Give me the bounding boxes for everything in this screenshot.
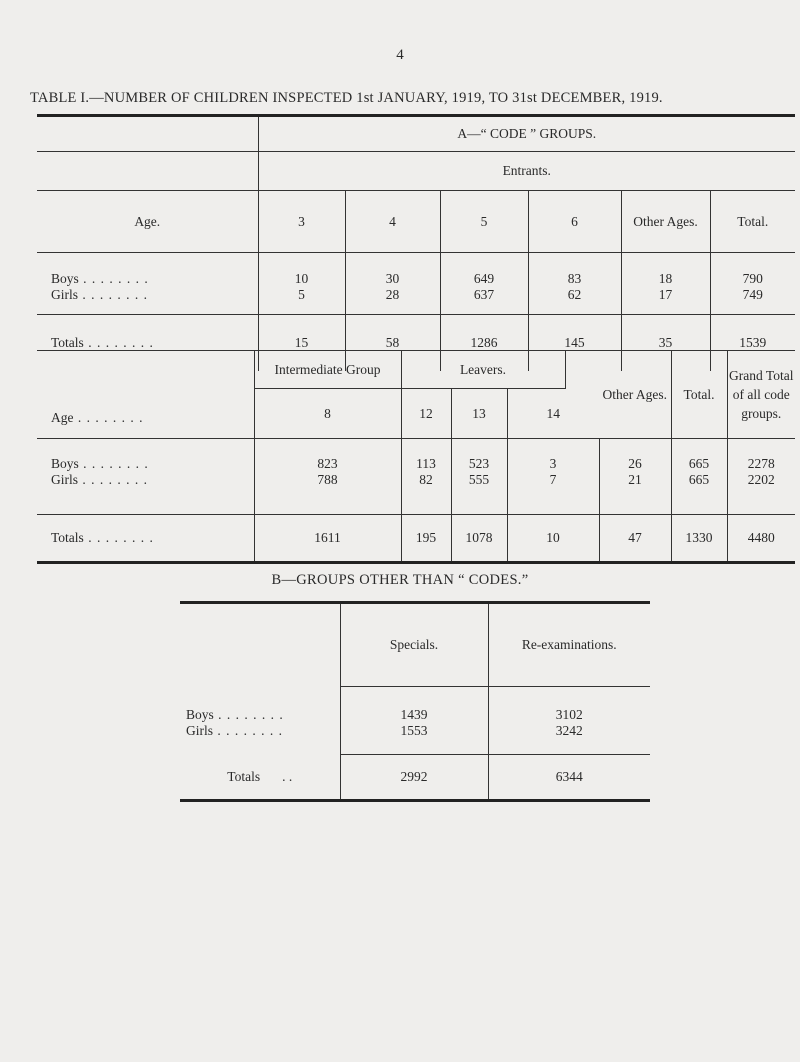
cell: 5 xyxy=(258,287,345,315)
cell: 83 xyxy=(528,253,621,287)
cell: 788 xyxy=(254,472,401,515)
cell: 823 xyxy=(254,439,401,472)
col-header: 4 xyxy=(345,191,440,253)
col-header: Total. xyxy=(710,191,795,253)
grand-total-label: Grand Total of all code groups. xyxy=(727,351,795,439)
table-row xyxy=(37,287,795,315)
cell: 665 xyxy=(671,472,727,515)
cell: 17 xyxy=(621,287,710,315)
cell: 113 xyxy=(401,439,451,472)
row-label: Girls xyxy=(186,722,213,738)
row-label: Girls xyxy=(51,286,78,302)
age-header: Age xyxy=(51,410,74,425)
totals-row xyxy=(37,515,795,563)
table-row xyxy=(37,253,795,287)
re-examinations-header: Re-examinations. xyxy=(488,603,650,687)
table-title: TABLE I.—NUMBER OF CHILDREN INSPECTED 1st JANUARY, 1919, TO 31st DECEMBER, 1919. xyxy=(30,90,663,106)
table-row xyxy=(180,723,650,755)
age-header: Age. xyxy=(37,191,258,253)
cell: 637 xyxy=(440,287,528,315)
cell: 1611 xyxy=(254,515,401,563)
section-a-heading: A—“ CODE ” GROUPS. xyxy=(258,116,795,152)
row-label: Totals xyxy=(51,334,84,350)
cell: 2278 xyxy=(727,439,795,472)
cell: 665 xyxy=(671,439,727,472)
cell: 195 xyxy=(401,515,451,563)
totals-row: Totals . . 2992 6344 xyxy=(180,755,650,801)
entrants-label: Entrants. xyxy=(258,152,795,191)
cell: 1439 xyxy=(340,687,488,723)
table-row xyxy=(37,472,795,515)
cell: 58 xyxy=(345,315,440,371)
cell: 4480 xyxy=(727,515,795,563)
cell: 790 xyxy=(710,253,795,287)
table-row xyxy=(180,687,650,723)
other-groups-table xyxy=(180,601,650,802)
cell: 21 xyxy=(599,472,671,515)
cell: 47 xyxy=(599,515,671,563)
cell: 1553 xyxy=(340,723,488,755)
row-label: Girls xyxy=(51,471,78,487)
cell: 6344 xyxy=(488,755,650,801)
row-label: Totals xyxy=(227,768,261,784)
cell: 3102 xyxy=(488,687,650,723)
cell: 3 xyxy=(507,439,599,472)
cell: 26 xyxy=(599,439,671,472)
cell: 10 xyxy=(258,253,345,287)
cell: 62 xyxy=(528,287,621,315)
cell: 30 xyxy=(345,253,440,287)
cell: 523 xyxy=(451,439,507,472)
cell: 35 xyxy=(621,315,710,371)
code-groups-entrants-table xyxy=(37,114,795,371)
col-header: 12 xyxy=(401,389,451,439)
other-ages-label: Other Ages. xyxy=(599,351,671,439)
cell: 1330 xyxy=(671,515,727,563)
cell: 15 xyxy=(258,315,345,371)
col-header: 14 xyxy=(507,389,599,439)
specials-header: Specials. xyxy=(340,603,488,687)
cell: 10 xyxy=(507,515,599,563)
row-label: Boys xyxy=(51,270,79,286)
cell: 1078 xyxy=(451,515,507,563)
row-label: Totals xyxy=(51,530,84,545)
cell: 2992 xyxy=(340,755,488,801)
cell: 1286 xyxy=(440,315,528,371)
table-row xyxy=(37,439,795,472)
intermediate-group-label: Intermediate Group xyxy=(254,351,401,389)
cell: 7 xyxy=(507,472,599,515)
col-header: 5 xyxy=(440,191,528,253)
cell: 28 xyxy=(345,287,440,315)
col-header: 6 xyxy=(528,191,621,253)
cell: 2202 xyxy=(727,472,795,515)
cell: 18 xyxy=(621,253,710,287)
col-header: 8 xyxy=(254,389,401,439)
row-label: Boys xyxy=(186,706,214,722)
row-label: Boys xyxy=(51,455,79,471)
cell: 1539 xyxy=(710,315,795,371)
cell: 555 xyxy=(451,472,507,515)
total-label: Total. xyxy=(671,351,727,439)
leavers-label: Leavers. xyxy=(401,351,565,389)
code-groups-leavers-table xyxy=(37,350,795,564)
cell: 145 xyxy=(528,315,621,371)
page-number: 4 xyxy=(396,47,404,63)
cell: 82 xyxy=(401,472,451,515)
col-header: 3 xyxy=(258,191,345,253)
cell: 649 xyxy=(440,253,528,287)
col-header: 13 xyxy=(451,389,507,439)
cell: 749 xyxy=(710,287,795,315)
section-b-heading: B—GROUPS OTHER THAN “ CODES.” xyxy=(271,572,529,588)
col-header: Other Ages. xyxy=(621,191,710,253)
cell: 3242 xyxy=(488,723,650,755)
